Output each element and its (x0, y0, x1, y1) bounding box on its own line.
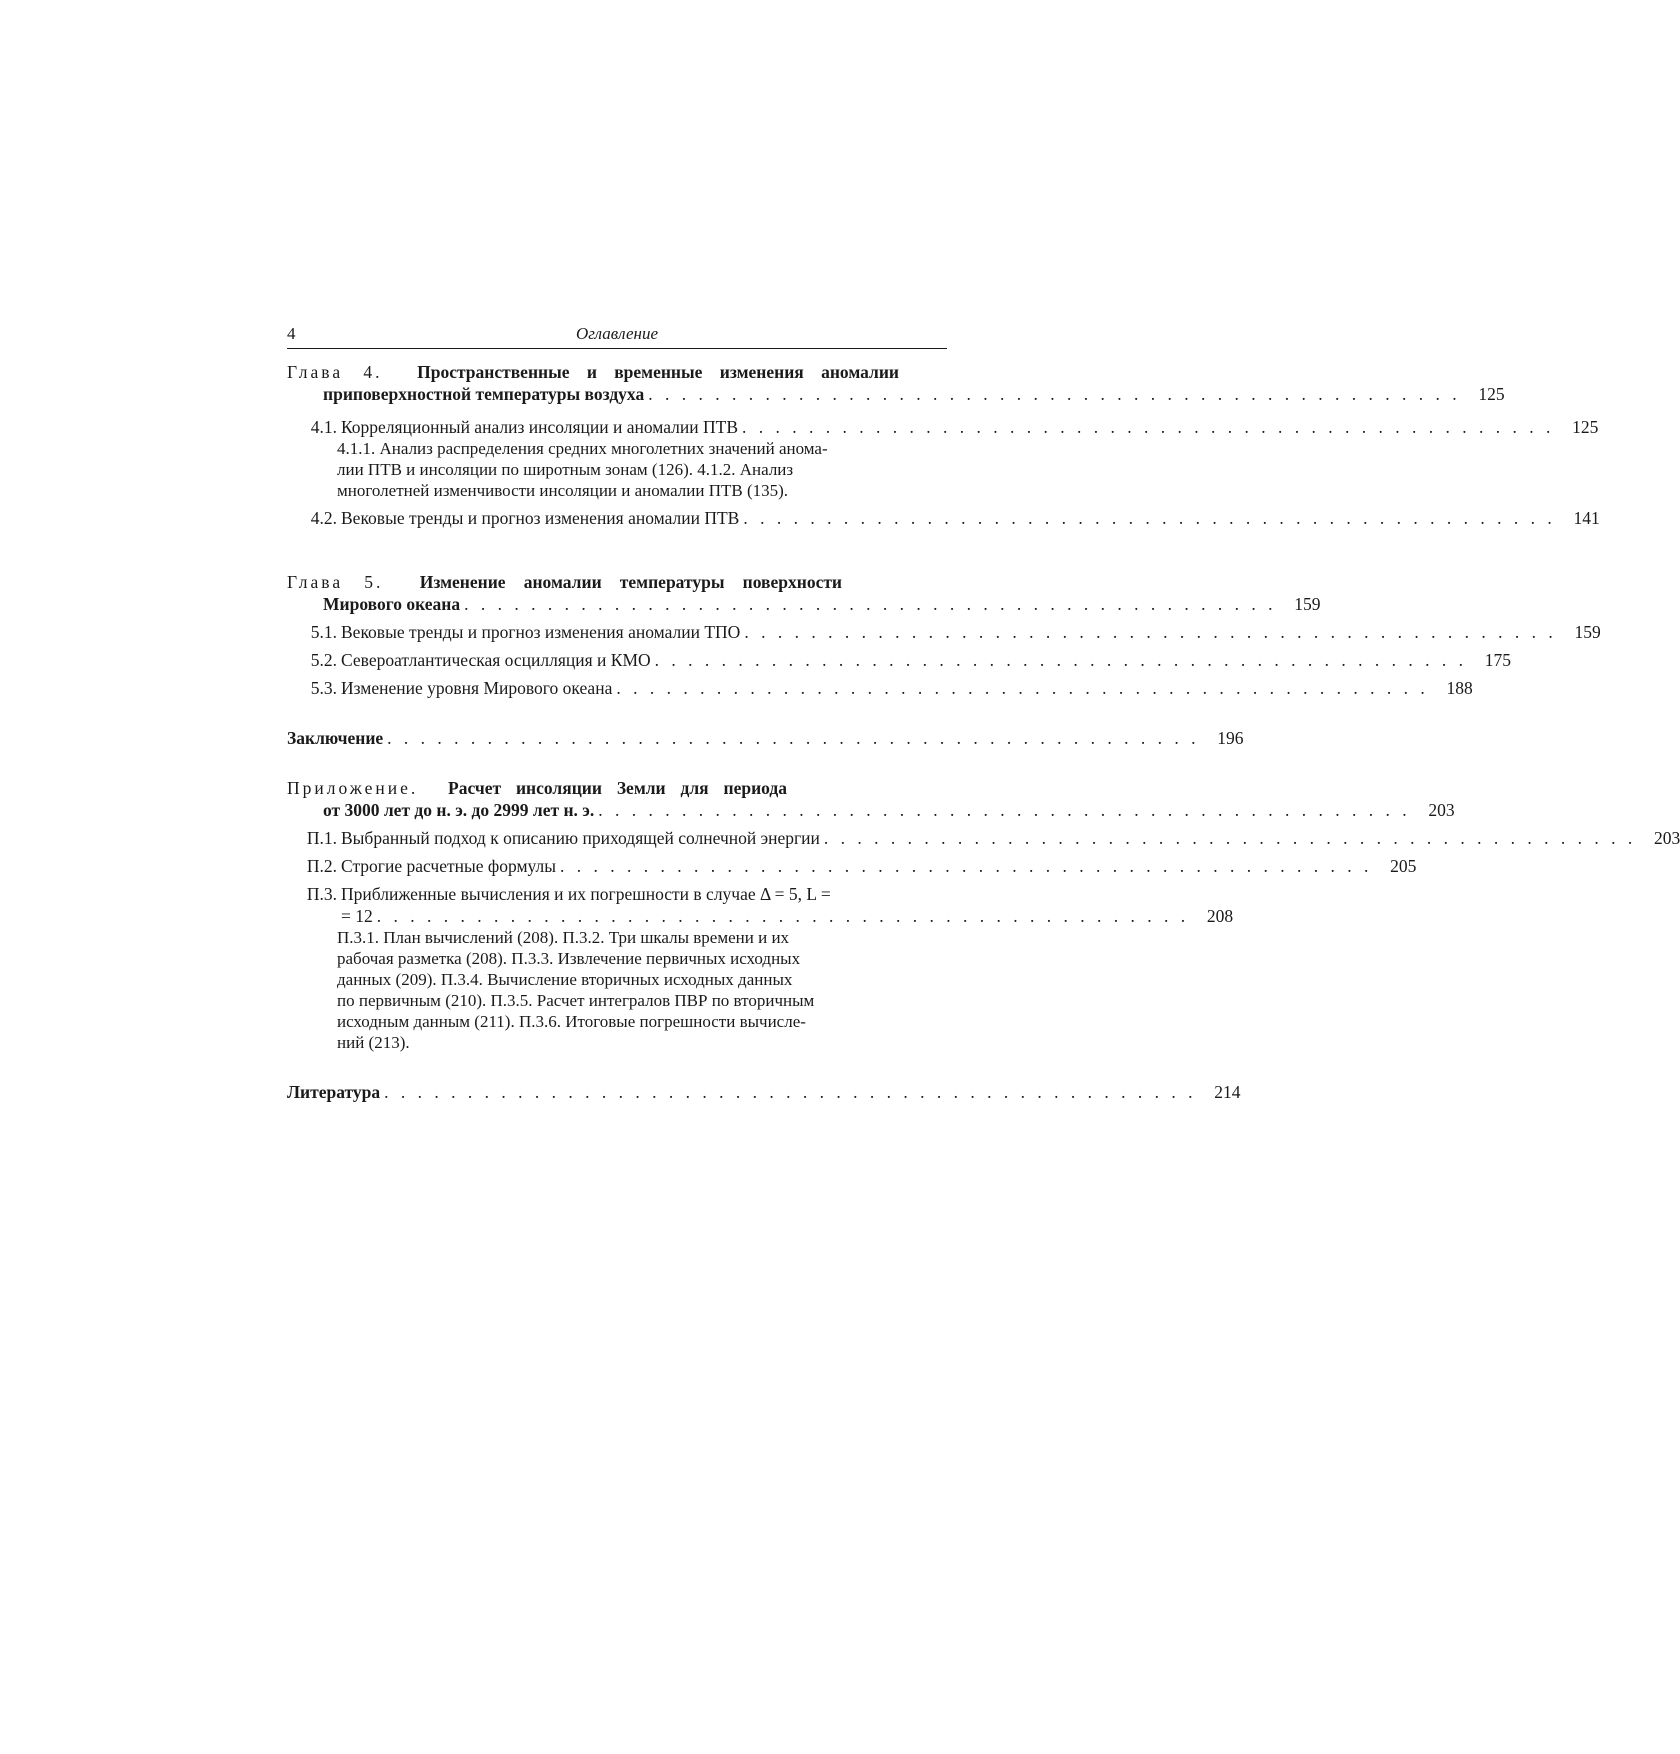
toc-entry-p-1[interactable] (287, 827, 1680, 849)
subsection-line: ний (213). (337, 1033, 410, 1052)
leader-dots: . . . . . . . . . . . . . . . . . . . . . . . . . . . . . . . . . . . . . . . . . . . . . . . . . (744, 622, 1557, 642)
section-page: 125 (1572, 417, 1599, 437)
section-title: Североатлантическая осцилляция и КМО (341, 650, 651, 670)
leader-dots: . . . . . . . . . . . . . . . . . . . . . . . . . . . . . . . . . . . . . . . . . . . . . . . . . (616, 678, 1429, 698)
literature-page: 214 (1214, 1082, 1241, 1102)
chapter-4-heading[interactable] (287, 361, 899, 383)
section-page: 188 (1446, 678, 1473, 698)
page (287, 322, 1680, 1103)
chapter-5-title-line1: Изменение аномалии температуры поверхности (419, 572, 843, 592)
section-number: 5.1. (310, 622, 337, 642)
leader-dots: . . . . . . . . . . . . . . . . . . . . . . . . . . . . . . . . . . . . . . . . . . . . . . . . . (648, 384, 1461, 404)
subsection-line: по первичным (210). П.3.5. Расчет интегралов ПВР по вторичным (337, 991, 815, 1010)
toc-entry-p-3-line2[interactable] (287, 905, 1234, 927)
chapter-4-title-line2: приповерхностной температуры воздуха (323, 384, 645, 404)
section-title: Вековые тренды и прогноз изменения аномалии ТПО (341, 622, 741, 642)
conclusion-title: Заключение (287, 728, 384, 748)
section-page: 141 (1573, 508, 1600, 528)
toc-entry-5-1[interactable] (287, 621, 1601, 643)
chapter-5-heading[interactable] (287, 571, 842, 593)
toc-entry-5-3[interactable] (287, 677, 1473, 699)
toc-entry-p-3-line1[interactable] (287, 883, 947, 905)
section-title: Строгие расчетные формулы (341, 856, 557, 876)
appendix-label: Приложение. (287, 778, 419, 798)
section-page: 159 (1574, 622, 1601, 642)
section-page: 175 (1484, 650, 1512, 670)
leader-dots: . . . . . . . . . . . . . . . . . . . . . . . . . . . . . . . . . . . . . . . . . . . . . . . . . (743, 508, 1556, 528)
leader-dots: . . . . . . . . . . . . . . . . . . . . . . . . . . . . . . . . . . . . . . . . . . . . . . . . . (384, 1082, 1197, 1102)
section-title: Выбранный подход к описанию приходящей солнечной энергии (341, 828, 820, 848)
running-title: Оглавление (575, 324, 659, 343)
appendix-title-line1: Расчет инсоляции Земли для периода (448, 778, 788, 798)
chapter-5-title-continuation[interactable] (287, 593, 1321, 615)
subsection-line: данных (209). П.3.4. Вычисление вторичных исходных данных (337, 970, 793, 989)
chapter-5-label: Глава 5. (287, 572, 384, 592)
appendix-page: 203 (1428, 800, 1455, 820)
table-of-contents (287, 361, 1680, 1103)
section-number: 4.1. (310, 417, 337, 437)
subsection-line: 4.1.1. Анализ распределения средних многолетних значений анома- (337, 439, 828, 458)
toc-entry-literature[interactable] (287, 1081, 1241, 1103)
chapter-5-title-line2: Мирового океана (323, 594, 461, 614)
subsections-p-3 (337, 927, 897, 1053)
appendix-title-line2: от 3000 лет до н. э. до 2999 лет н. э. (323, 800, 595, 820)
subsection-line: исходным данным (211). П.3.6. Итоговые погрешности вычисле- (337, 1012, 806, 1031)
section-number: 4.2. (310, 508, 337, 528)
leader-dots: . . . . . . . . . . . . . . . . . . . . . . . . . . . . . . . . . . . . . . . . . . . . . . . . . (464, 594, 1277, 614)
section-title: Изменение уровня Мирового океана (341, 678, 613, 698)
toc-entry-conclusion[interactable] (287, 727, 1244, 749)
literature-title: Литература (287, 1082, 381, 1102)
section-number: П.3. (306, 884, 337, 904)
chapter-4-page: 125 (1478, 384, 1505, 404)
running-header (287, 322, 947, 349)
section-page: 205 (1390, 856, 1417, 876)
section-number: 5.3. (310, 678, 337, 698)
section-number: П.2. (306, 856, 337, 876)
leader-dots: . . . . . . . . . . . . . . . . . . . . . . . . . . . . . . . . . . . . . . . . . . . . . . . . . (598, 800, 1411, 820)
chapter-4-label: Глава 4. (287, 362, 383, 382)
appendix-title-continuation[interactable] (287, 799, 1455, 821)
leader-dots: . . . . . . . . . . . . . . . . . . . . . . . . . . . . . . . . . . . . . . . . . . . . . . . . . (742, 417, 1555, 437)
chapter-4-title-continuation[interactable] (287, 383, 1505, 405)
page-number: 4 (287, 324, 296, 343)
toc-entry-5-2[interactable] (287, 649, 1512, 671)
appendix-heading[interactable] (287, 777, 787, 799)
subsection-line: многолетней изменчивости инсоляции и аномалии ПТВ (135). (337, 481, 789, 500)
conclusion-page: 196 (1217, 728, 1244, 748)
subsection-line: лии ПТВ и инсоляции по широтным зонам (126). 4.1.2. Анализ (337, 460, 794, 479)
section-page: 203 (1654, 828, 1680, 848)
chapter-4-title-line1: Пространственные и временные изменения аномалии (417, 362, 900, 382)
section-number: П.1. (306, 828, 337, 848)
chapter-5-page: 159 (1294, 594, 1321, 614)
leader-dots: . . . . . . . . . . . . . . . . . . . . . . . . . . . . . . . . . . . . . . . . . . . . . . . . . (560, 856, 1373, 876)
toc-entry-p-2[interactable] (287, 855, 1417, 877)
subsection-line: П.3.1. План вычислений (208). П.3.2. Три шкалы времени и их (337, 928, 790, 947)
toc-entry-4-1[interactable] (287, 416, 1599, 438)
leader-dots: . . . . . . . . . . . . . . . . . . . . . . . . . . . . . . . . . . . . . . . . . . . . . . . . . (387, 728, 1200, 748)
leader-dots: . . . . . . . . . . . . . . . . . . . . . . . . . . . . . . . . . . . . . . . . . . . . . . . . . (823, 828, 1637, 848)
section-number: 5.2. (310, 650, 337, 670)
section-title-continuation: = 12 (341, 906, 373, 926)
section-title: Корреляционный анализ инсоляции и аномалии ПТВ (341, 417, 739, 437)
section-title: Вековые тренды и прогноз изменения аномалии ПТВ (341, 508, 740, 528)
subsection-line: рабочая разметка (208). П.3.3. Извлечение первичных исходных (337, 949, 801, 968)
toc-entry-4-2[interactable] (287, 507, 1600, 529)
section-title: Приближенные вычисления и их погрешности в случае Δ = 5, L = (341, 884, 831, 904)
leader-dots: . . . . . . . . . . . . . . . . . . . . . . . . . . . . . . . . . . . . . . . . . . . . . . . . . (376, 906, 1190, 926)
section-page: 208 (1206, 906, 1234, 926)
subsections-4-1 (337, 438, 897, 501)
leader-dots: . . . . . . . . . . . . . . . . . . . . . . . . . . . . . . . . . . . . . . . . . . . . . . . . . (654, 650, 1468, 670)
